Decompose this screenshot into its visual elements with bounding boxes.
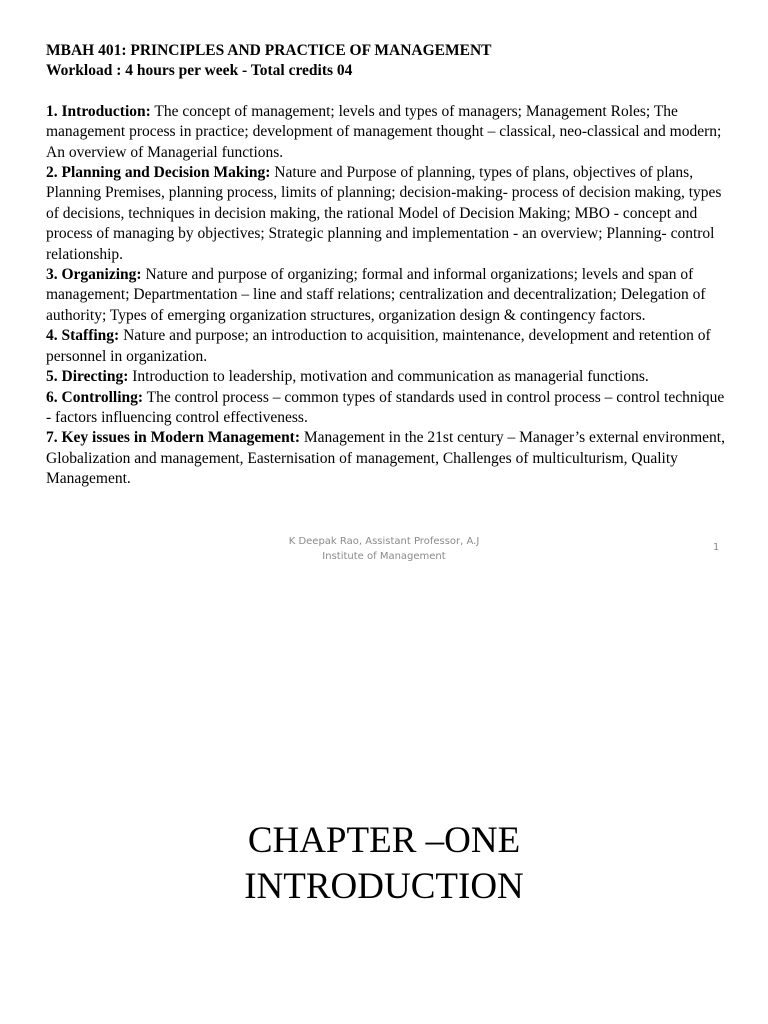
section-heading: 3. Organizing: (46, 266, 142, 284)
section-text: Introduction to leadership, motivation and communication as managerial functions. (128, 368, 649, 386)
course-workload: Workload : 4 hours per week - Total credits 04 (46, 62, 353, 80)
section-heading: 2. Planning and Decision Making: (46, 164, 271, 182)
section-heading: 4. Staffing: (46, 327, 120, 345)
section-heading: 6. Controlling: (46, 388, 144, 406)
section-key-issues (46, 428, 726, 489)
section-text: Nature and purpose of organizing; formal and informal organizations; levels and span of management; Departmentation – line and staff relations; centralization and decentralization; Delegation of authority; Types of emerging organization structures, organization design & contingency factors. (46, 266, 706, 324)
section-heading: 5. Directing: (46, 368, 129, 386)
section-staffing (46, 326, 726, 367)
chapter-subheading: INTRODUCTION (244, 866, 524, 907)
section-heading: 7. Key issues in Modern Management: (46, 429, 301, 447)
section-text: The concept of management; levels and types of managers; Management Roles; The management process in practice; development of management thought – classical, neo-classical and modern; An overview of Managerial functions. (46, 102, 722, 161)
section-heading: 1. Introduction: (46, 102, 151, 120)
spacer (46, 82, 726, 102)
section-organizing (46, 265, 726, 326)
chapter-heading: CHAPTER –ONE (247, 820, 521, 861)
section-controlling (46, 388, 726, 429)
course-title: MBAH 401: PRINCIPLES AND PRACTICE OF MANAGEMENT (46, 42, 492, 59)
slide-footer (234, 534, 534, 564)
section-introduction (46, 102, 726, 163)
footer-institute: Institute of Management (322, 551, 446, 562)
section-text: Management in the 21st century – Manager’s external environment, Globalization and management, Easternisation of management, Challenges of multiculturism, Quality Management. (46, 429, 725, 488)
chapter-title (0, 818, 768, 910)
section-text: The control process – common types of standards used in control process – control technique - factors influencing control effectiveness. (46, 388, 725, 426)
section-planning (46, 163, 726, 265)
page-number: 1 (713, 542, 720, 553)
syllabus-content (46, 41, 726, 490)
footer-author: K Deepak Rao, Assistant Professor, A.J (288, 536, 480, 547)
section-directing (46, 367, 726, 387)
section-text: Nature and Purpose of planning, types of plans, objectives of plans, Planning Premises, planning process, limits of planning; decision-making- process of decision making, types of decisions, techniques in decision making, the rational Model of Decision Making; MBO - concept and process of managing by objectives; Strategic planning and implementation - an overview; Planning- control relationship. (46, 164, 722, 263)
section-text: Nature and purpose; an introduction to acquisition, maintenance, development and retention of personnel in organization. (46, 327, 711, 365)
